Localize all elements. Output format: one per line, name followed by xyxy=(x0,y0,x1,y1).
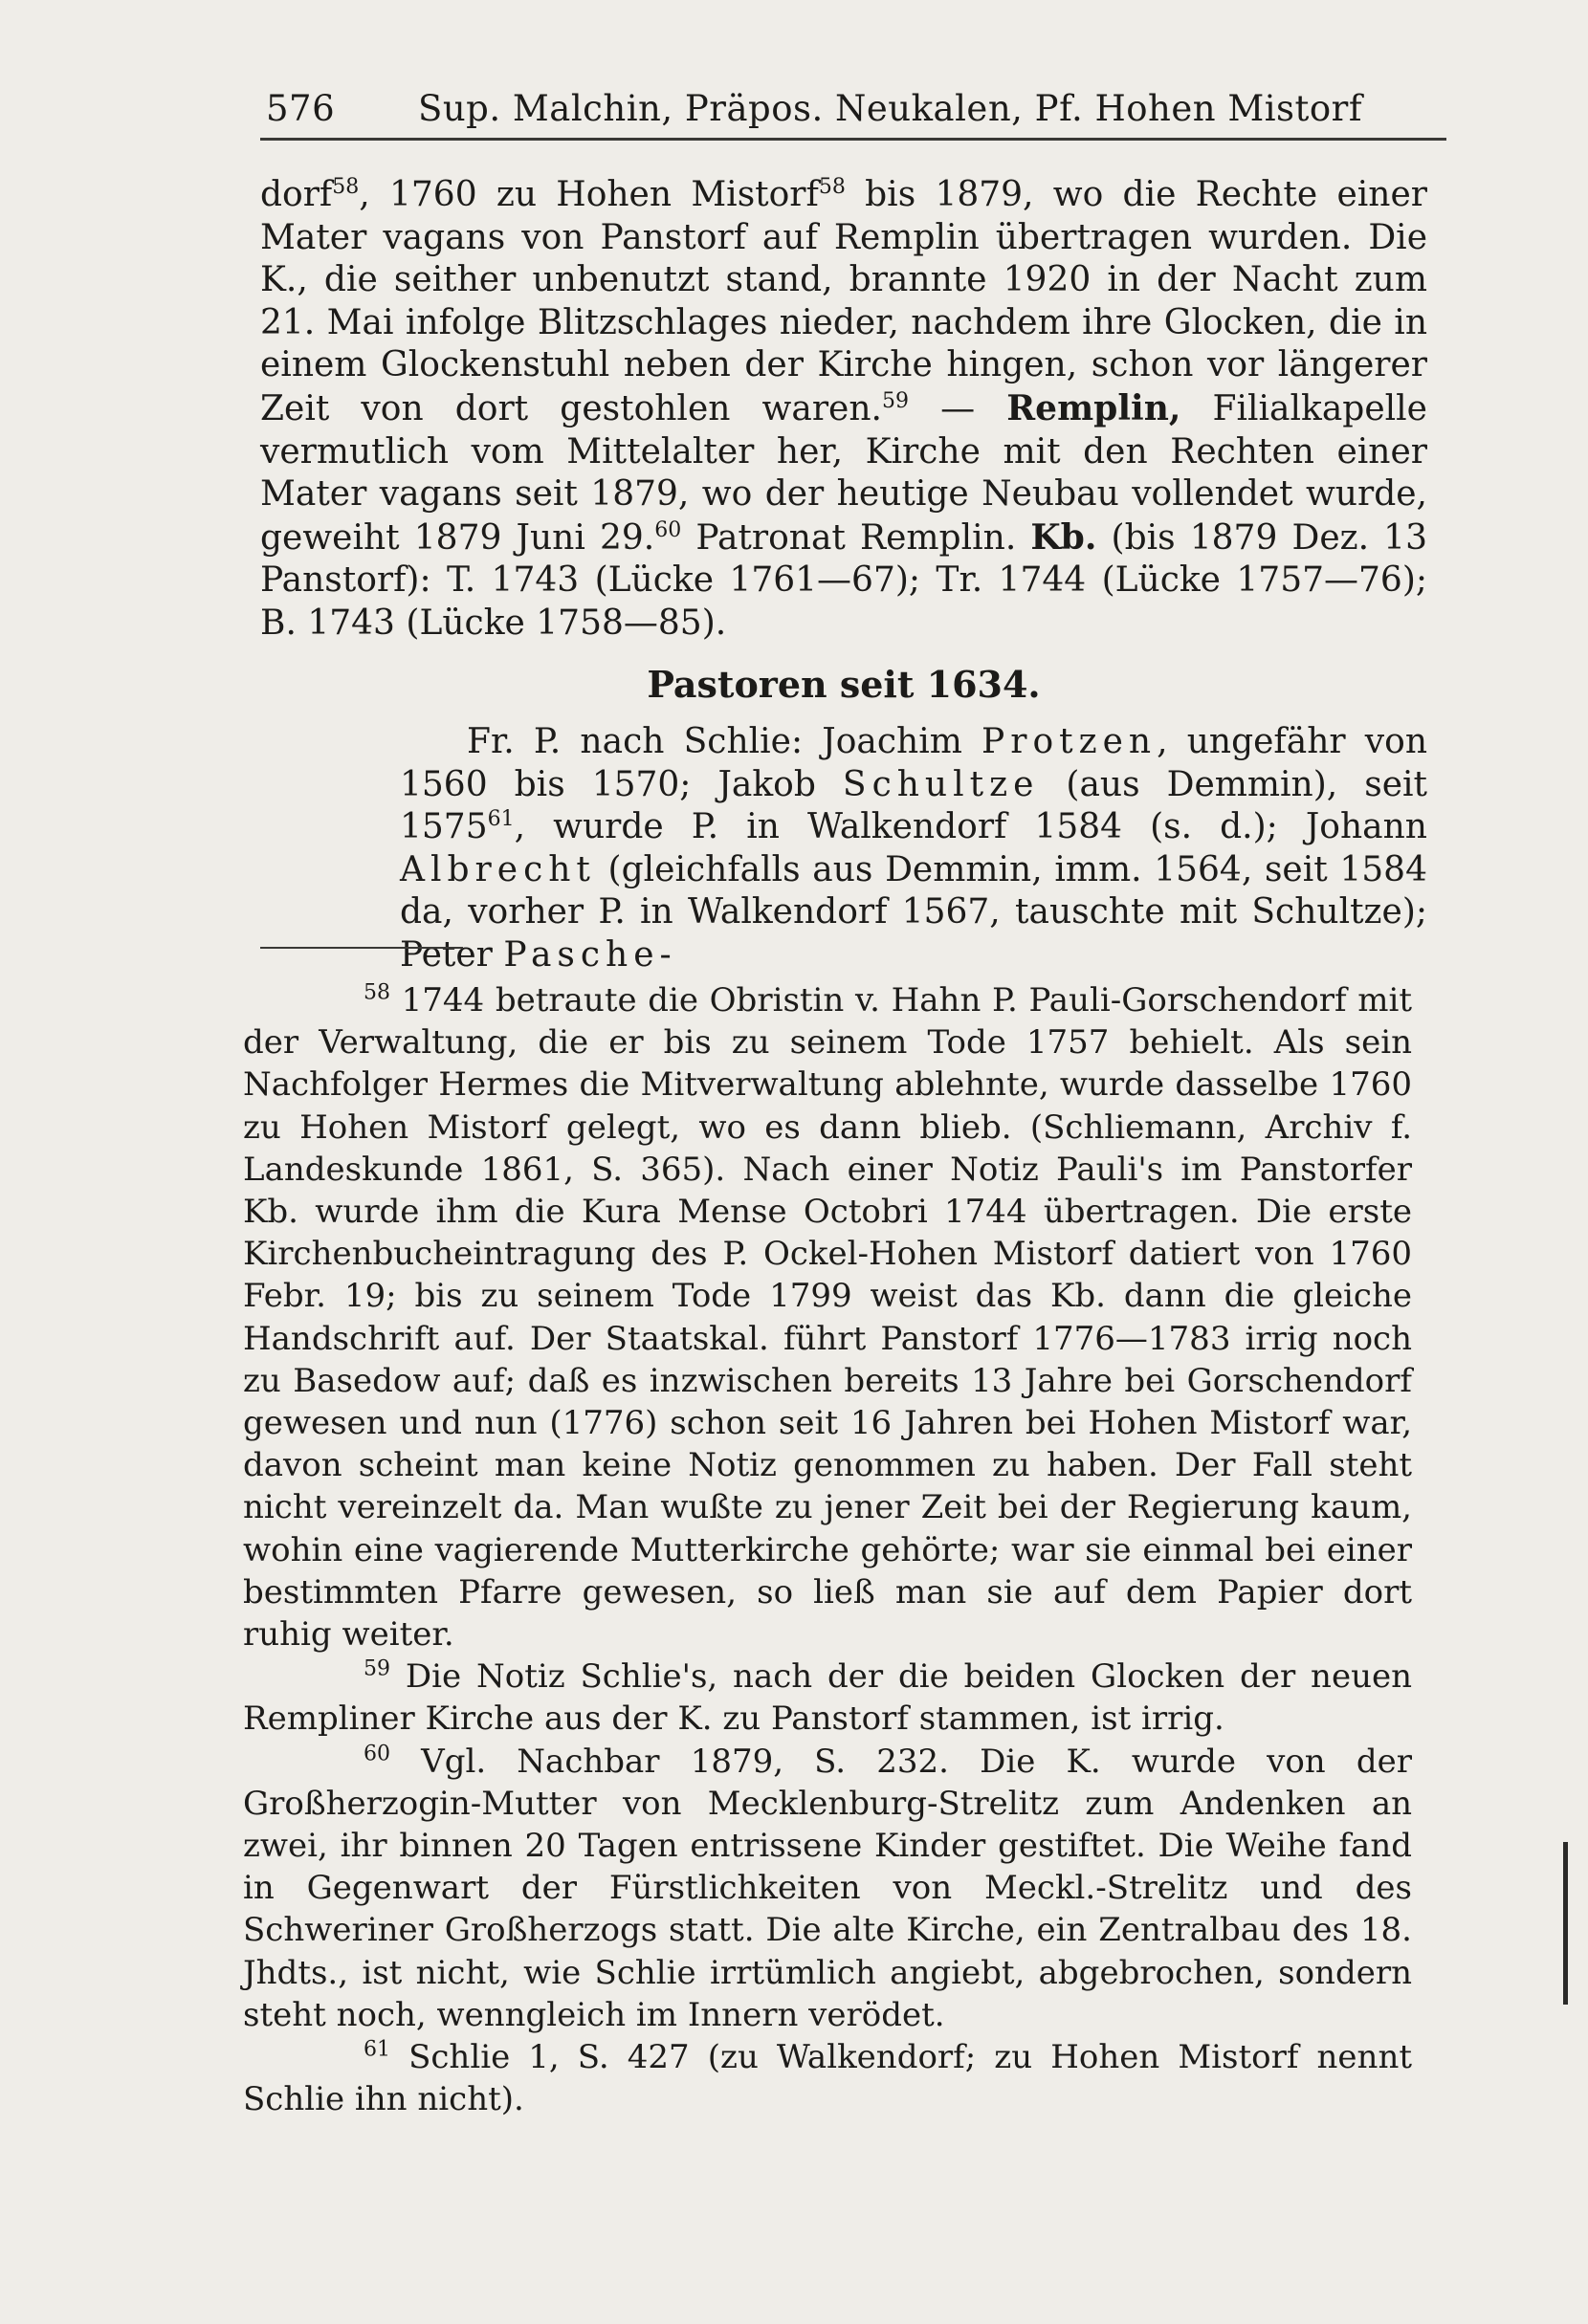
footnote-ref-58: 58 xyxy=(818,175,846,199)
pastors-paragraph: Fr. P. nach Schlie: Joachim Protzen, ungefähr von 1560 bis 1570; Jakob Schultze (aus Demmin), seit 1575$^{61}$, wurde P. in Walkendorf 1584 (s. d.); Johann Albrecht (gleichfalls aus Demmin, imm. 1564, seit 1584 da, vorher P. in Walkendorf 1567, tauschte mit Schultze); Peter Pasche- xyxy=(400,722,1428,975)
pastor-name: Albrecht xyxy=(400,849,596,889)
main-paragraph: dorf$^{58}$, 1760 zu Hohen Mistorf$^{58}$ bis 1879, wo die Rechte einer Mater vagans von Panstorf auf Remplin übertragen wurden. Die K., die seither unbenutzt stand, brannte 1920 in der Nacht zum 21. Mai infolge Blitzschlages nieder, nachdem ihre Glocken, die in einem Glockenstuhl neben der Kirche hingen, schon vor längerer Zeit von dort gestohlen waren.$^{59}$ — Remplin, Filialkapelle vermutlich vom Mittelalter her, Kirche mit den Rechten einer Mater vagans seit 1879, wo der heutige Neubau vollendet wurde, geweiht 1879 Juni 29.60 Patronat Remplin. Kb. (bis 1879 Dez. 13 Panstorf): T. 1743 (Lücke 1761—67); Tr. 1744 (Lücke 1757—76); B. 1743 (Lücke 1758—85). xyxy=(260,175,1427,643)
running-header xyxy=(260,88,1446,136)
header-rule xyxy=(260,138,1446,141)
footnote-ref-59: 59 xyxy=(881,388,909,413)
page-number: 576 xyxy=(266,88,336,129)
scan-edge-mark xyxy=(1563,1842,1568,2005)
footnote-60: $^{60}$ Vgl. Nachbar 1879, S. 232. Die K. wurde von der Großherzogin-Mutter von Mecklenburg-Strelitz zum Andenken an zwei, ihr binnen 20 Tagen entrissene Kinder gestiftet. Die Weihe fand in Gegenwart der Fürstlichkeiten von Meckl.-Strelitz und des Schweriner Großherzogs statt. Die alte Kirche, ein Zentralbau des 18. Jhdts., ist nicht, wie Schlie irrtümlich angiebt, abgebrochen, sondern steht noch, wenngleich im Innern verödet. xyxy=(243,1742,1412,2034)
place-name-remplin: Remplin, xyxy=(1006,387,1181,428)
footnote-58: $^{58}$ 1744 betraute die Obristin v. Hahn P. Pauli-Gorschendorf mit der Verwaltung, die er bis zu seinem Tode 1757 behielt. Als sein Nachfolger Hermes die Mitverwaltung ablehnte, wurde dasselbe 1760 zu Hohen Mistorf gelegt, wo es dann blieb. (Schliemann, Archiv f. Landeskunde 1861, S. 365). Nach einer Notiz Pauli's im Panstorfer Kb. wurde ihm die Kura Mense Octobri 1744 übertragen. Die erste Kirchenbucheintragung des P. Ockel-Hohen Mistorf datiert von 1760 Febr. 19; bis zu seinem Tode 1799 weist das Kb. dann die gleiche Handschrift auf. Der Staatskal. führt Panstorf 1776—1783 irrig noch zu Basedow auf; daß es inzwischen bereits 13 Jahre bei Gorschendorf gewesen und nun (1776) schon seit 16 Jahren bei Hohen Mistorf war, davon scheint man keine Notiz genommen zu haben. Der Fall steht nicht vereinzelt da. Man wußte zu jener Zeit bei der Regierung kaum, wohin eine vagierende Mutterkirche gehörte; war sie einmal bei einer bestimmten Pfarre gewesen, so ließ man sie auf dem Papier dort ruhig weiter. xyxy=(243,980,1412,1655)
footnote-ref-58: 58 xyxy=(332,175,360,199)
section-heading: Pastoren seit 1634. xyxy=(647,663,1041,706)
running-title: Sup. Malchin, Präpos. Neukalen, Pf. Hohen Mistorf xyxy=(418,88,1363,129)
main-text xyxy=(260,174,1427,646)
footnote-59: $^{59}$ Die Notiz Schlie's, nach der die beiden Glocken der neuen Rempliner Kirche aus der K. zu Panstorf stammen, ist irrig. xyxy=(243,1656,1412,1739)
footnote-ref-60: 60 xyxy=(654,517,682,542)
pastors-list xyxy=(400,721,1427,977)
footnotes xyxy=(243,979,1412,2120)
footnote-rule xyxy=(260,947,463,949)
footnote-61: $^{61}$ Schlie 1, S. 427 (zu Walkendorf; zu Hohen Mistorf nennt Schlie ihn nicht). xyxy=(243,2037,1412,2119)
pastor-name: Schultze xyxy=(842,764,1040,804)
kb-abbrev: Kb. xyxy=(1030,516,1097,558)
footnote-ref-61: 61 xyxy=(487,807,515,832)
pastor-name: Protzen xyxy=(981,722,1158,761)
pastor-name: Pasche- xyxy=(503,934,677,975)
